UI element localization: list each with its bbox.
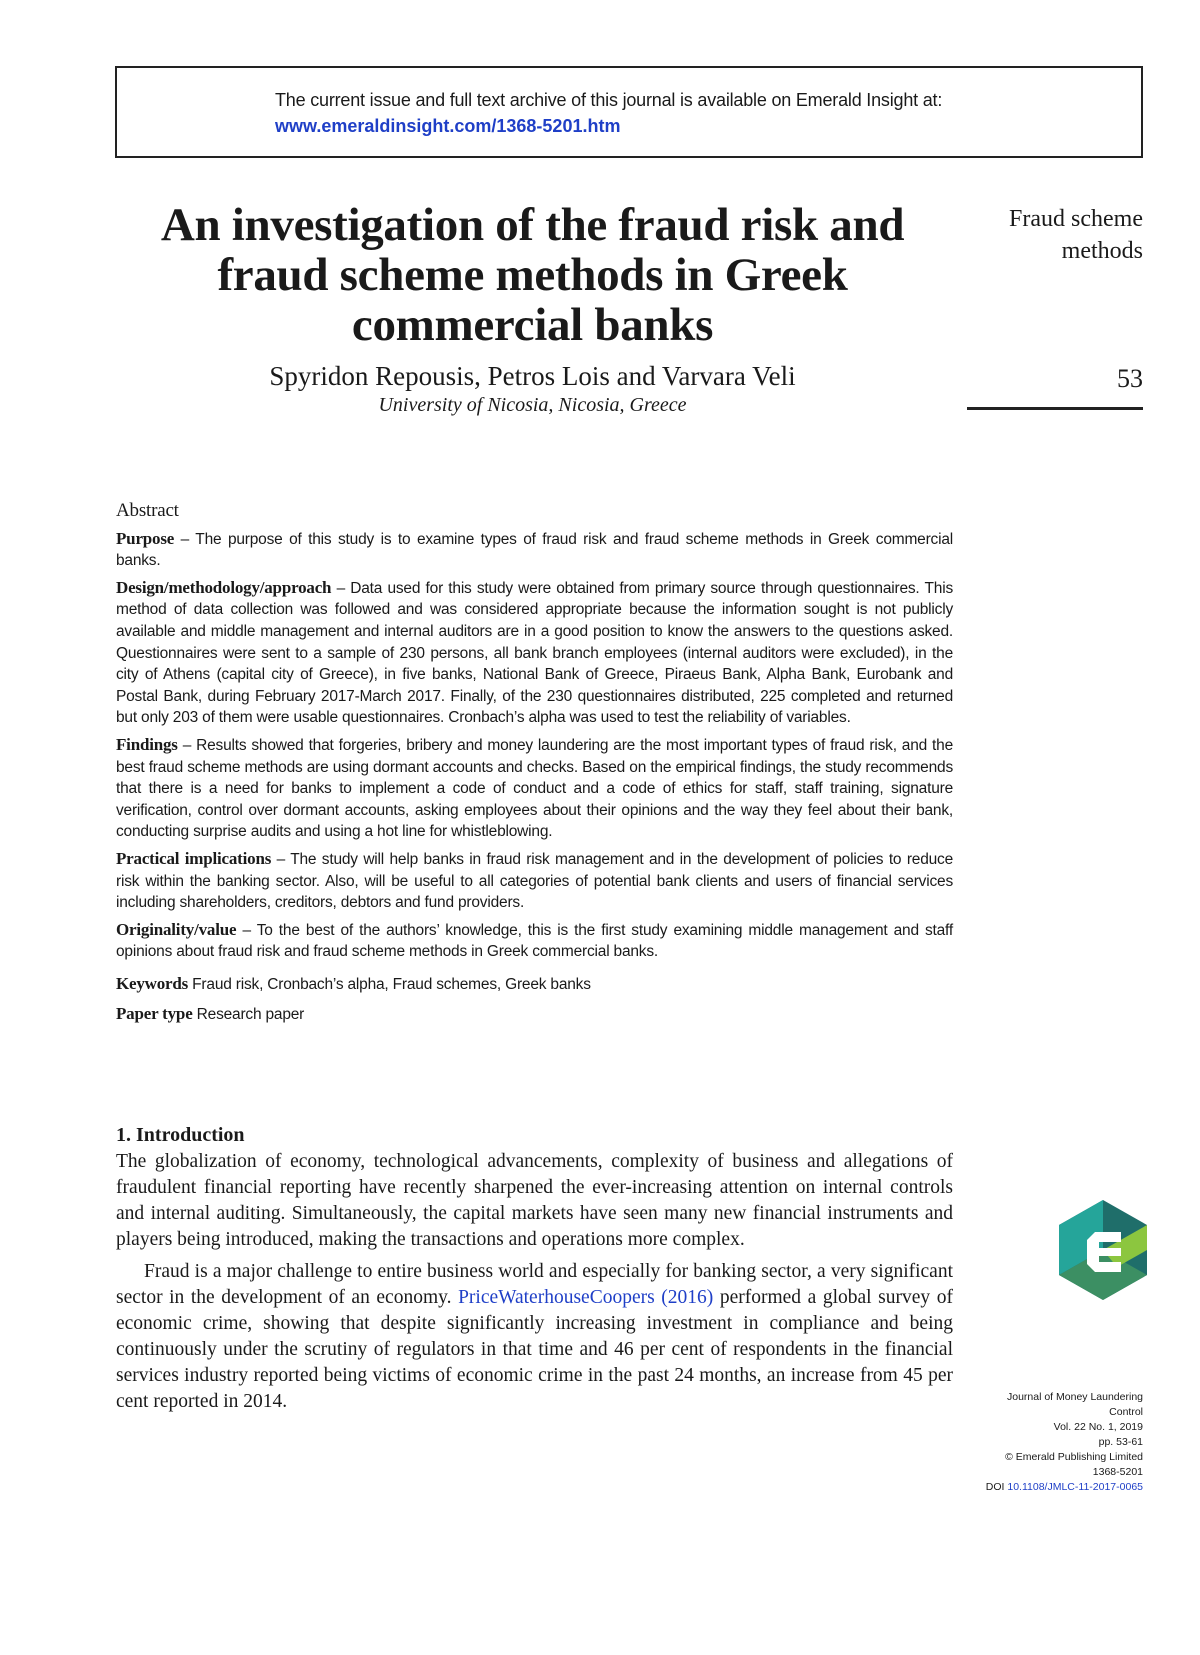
abstract-findings (116, 734, 953, 843)
intro-p2-start: Fraud is a major challenge to entire business world and especially for banking sector, a very significant sector in the development of an economy. (116, 1261, 953, 1308)
introduction-section (116, 1123, 953, 1415)
keywords-label: Keywords (116, 973, 189, 993)
journal-doi (943, 1480, 1143, 1495)
banner-text: The current issue and full text archive of this journal is available on Emerald Insight at: (275, 90, 943, 110)
affiliation: University of Nicosia, Nicosia, Greece (378, 394, 687, 416)
abstract-design (116, 577, 953, 729)
journal-meta (943, 1390, 1143, 1495)
banner-link[interactable]: www.emeraldinsight.com/1368-5201.htm (275, 116, 621, 136)
intro-paragraph-1: The globalization of economy, technological advancements, complexity of business and allegations of fraudulent financial reporting have recently sharpened the ever-increasing attention on internal controls and internal auditing. Simultaneously, the capital markets have seen many new financial instruments and players being introduced, making the transactions and operations more complex. (116, 1151, 953, 1250)
journal-issn: 1368-5201 (1092, 1466, 1143, 1478)
intro-p2-end: performed a global survey of economic crime, showing that despite significantly increasing investment in compliance and being continuously under the scrutiny of regulators in that time and 46 per cent of respondents in the financial services industry reported being victims of economic crime in the past 24 months, an increase from 45 per cent reported in 2014. (116, 1287, 953, 1412)
paper-type (116, 1003, 953, 1026)
page-number: 53 (1117, 364, 1143, 393)
practical-text: – The study will help banks in fraud risk management and in the development of policies to reduce risk within the banking sector. Also, will be useful to all categories of potential bank clients and users of financial services including shareholders, creditors, debtors and fund providers. (116, 850, 954, 912)
authors: Spyridon Repousis, Petros Lois and Varvara Veli (269, 361, 796, 391)
intro-paragraph-2 (116, 1259, 953, 1415)
abstract-practical (116, 848, 953, 914)
archive-banner (115, 66, 1143, 158)
originality-label: Originality/value (116, 919, 237, 939)
abstract-purpose (116, 528, 953, 572)
doi-link[interactable]: 10.1108/JMLC-11-2017-0065 (1007, 1481, 1143, 1493)
introduction-heading: 1. Introduction (116, 1124, 245, 1146)
journal-volume: Vol. 22 No. 1, 2019 (1053, 1421, 1143, 1433)
purpose-text: – The purpose of this study is to examine types of fraud risk and fraud scheme methods in Greek commercial banks. (116, 530, 953, 570)
journal-name-cont: Control (1109, 1406, 1143, 1418)
keywords-text: Fraud risk, Cronbach’s alpha, Fraud schemes, Greek banks (188, 975, 591, 993)
design-label: Design/methodology/approach (116, 577, 332, 597)
logo-letter-e (1087, 1232, 1121, 1272)
article-title: An investigation of the fraud risk and fraud scheme methods in Greek commercial banks (160, 199, 905, 351)
running-head (1009, 203, 1143, 267)
running-head-line2: methods (1061, 238, 1143, 264)
findings-text: – Results showed that forgeries, bribery and money laundering are the most important types of fraud risk, and the best fraud scheme methods are using dormant accounts and checks. Based on the empirical findings, the study recommends that there is a need for banks to implement a code of conduct and a code of ethics for staff, staff training, signature verification, control over dormant accounts, asking employees about their opinions and the way they feel about their bank, conducting surprise audits and using a hot line for whistleblowing. (116, 736, 953, 841)
paper-type-label: Paper type (116, 1004, 193, 1024)
journal-pages: pp. 53-61 (1098, 1436, 1143, 1448)
abstract-heading: Abstract (116, 500, 179, 521)
paper-type-text: Research paper (192, 1006, 305, 1024)
abstract-originality (116, 919, 953, 963)
publisher-logo (1057, 1198, 1149, 1302)
originality-text: – To the best of the authors’ knowledge, this is the first study examining middle management and staff opinions about fraud risk and fraud scheme methods in Greek commercial banks. (116, 921, 953, 961)
citation-link[interactable]: PriceWaterhouseCoopers (2016) (458, 1287, 714, 1308)
design-text: – Data used for this study were obtained from primary source through questionnaires. This method of data collection was followed and was considered appropriate because the information sought is not publicly available and middle management and internal auditors are in a good position to know the answers to the questions asked. Questionnaires were sent to a sample of 230 persons, all bank branch employees (internal auditors were excluded), in the city of Athens (capital city of Greece), in five banks, National Bank of Greece, Piraeus Bank, Alpha Bank, Eurobank and Postal Bank, during February 2017-March 2017. Finally, of the 230 questionnaires distributed, 225 completed and returned but only 203 of them were usable questionnaires. Cronbach’s alpha was used to test the reliability of variables. (116, 579, 953, 727)
doi-label: DOI (985, 1481, 1008, 1493)
title-block (120, 200, 945, 417)
journal-copyright: © Emerald Publishing Limited (1005, 1451, 1143, 1463)
abstract (116, 500, 953, 1034)
running-head-line1: Fraud scheme (1009, 206, 1143, 232)
page-rule (967, 407, 1143, 410)
findings-label: Findings (116, 734, 178, 754)
practical-label: Practical implications (116, 848, 272, 868)
keywords (116, 973, 953, 996)
purpose-label: Purpose (116, 528, 175, 548)
journal-name: Journal of Money Laundering (1006, 1391, 1143, 1403)
